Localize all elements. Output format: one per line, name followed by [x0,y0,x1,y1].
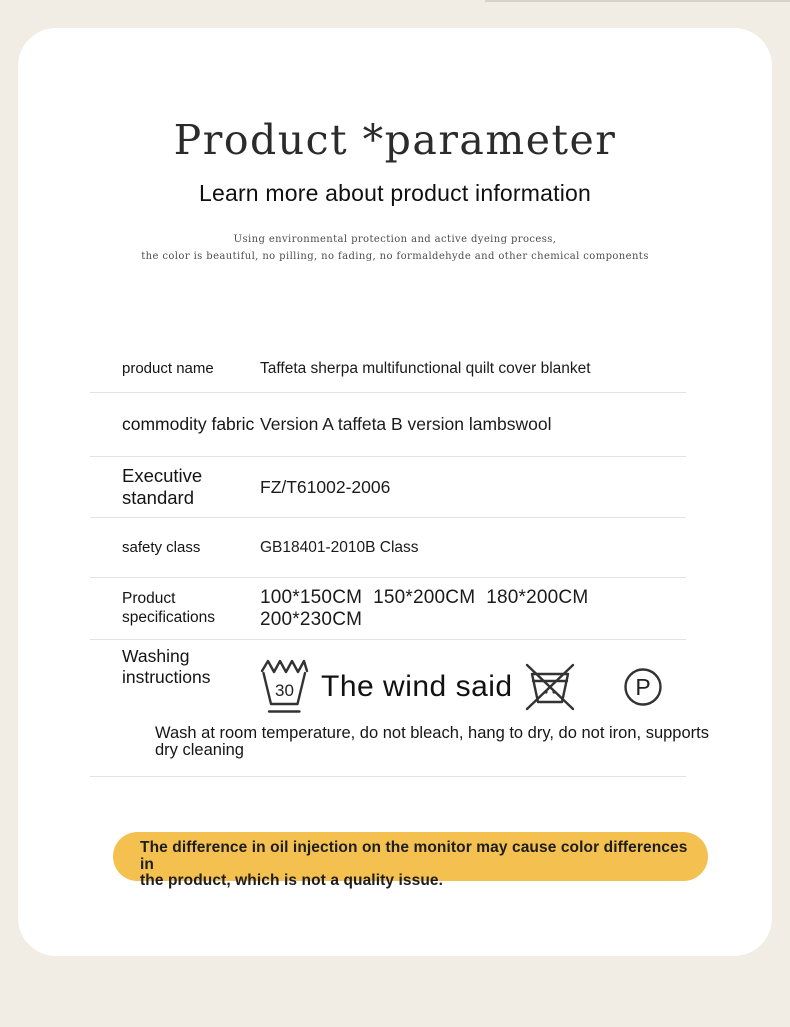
spec-row-executive-standard [90,457,686,518]
spec-value: FZ/T61002-2006 [260,476,391,497]
washing-description-line-1: Wash at room temperature, do not bleach, hang to dry, do not iron, supports [155,724,709,742]
spec-label: commodity fabric [122,414,255,434]
spec-row-washing-instructions [90,640,709,777]
svg-text:30: 30 [275,681,294,700]
color-difference-notice [113,832,708,889]
spec-value: 100*150CM 150*200CM 180*200CM 200*230CM [260,586,600,630]
page-subtitle: Learn more about product information [198,180,592,206]
spec-label: Washing instructions [122,646,211,687]
spec-row-product-specifications [90,578,686,640]
washing-description-line-2: dry cleaning [155,741,244,759]
notice-line-2: the product, which is not a quality issue. [140,872,444,889]
svg-text:P: P [634,674,651,700]
washing-icons [260,640,663,716]
top-edge-artifact [485,0,790,2]
spec-value: Taffeta sherpa multifunctional quilt cover blanket [260,359,591,377]
spec-row-commodity-fabric [90,393,686,457]
washing-description [155,725,743,759]
tagline-line-2: the color is beautiful, no pilling, no fading, no formaldehyde and other chemical components [141,251,649,262]
spec-row-product-name [90,345,686,393]
spec-label: Product specifications [122,589,216,626]
spec-value: GB18401-2010B Class [260,538,419,556]
spec-row-safety-class [90,518,686,578]
spec-label: product name [122,359,214,377]
product-parameter-card [18,28,772,956]
spec-label: safety class [122,538,201,556]
dry-clean-p-icon [623,667,663,707]
notice-line-1: The difference in oil injection on the monitor may cause color differences in [140,839,688,873]
page-title: Product *parameter [173,116,617,164]
spec-label: Executive standard [122,464,203,508]
spec-table [90,345,709,777]
do-not-bleach-icon [523,661,577,713]
spec-value: Version A taffeta B version lambswool [260,414,552,434]
tagline-line-1: Using environmental protection and active dyeing process, [233,234,557,245]
wash-30-icon [260,658,309,716]
brand-text: The wind said [321,670,513,703]
